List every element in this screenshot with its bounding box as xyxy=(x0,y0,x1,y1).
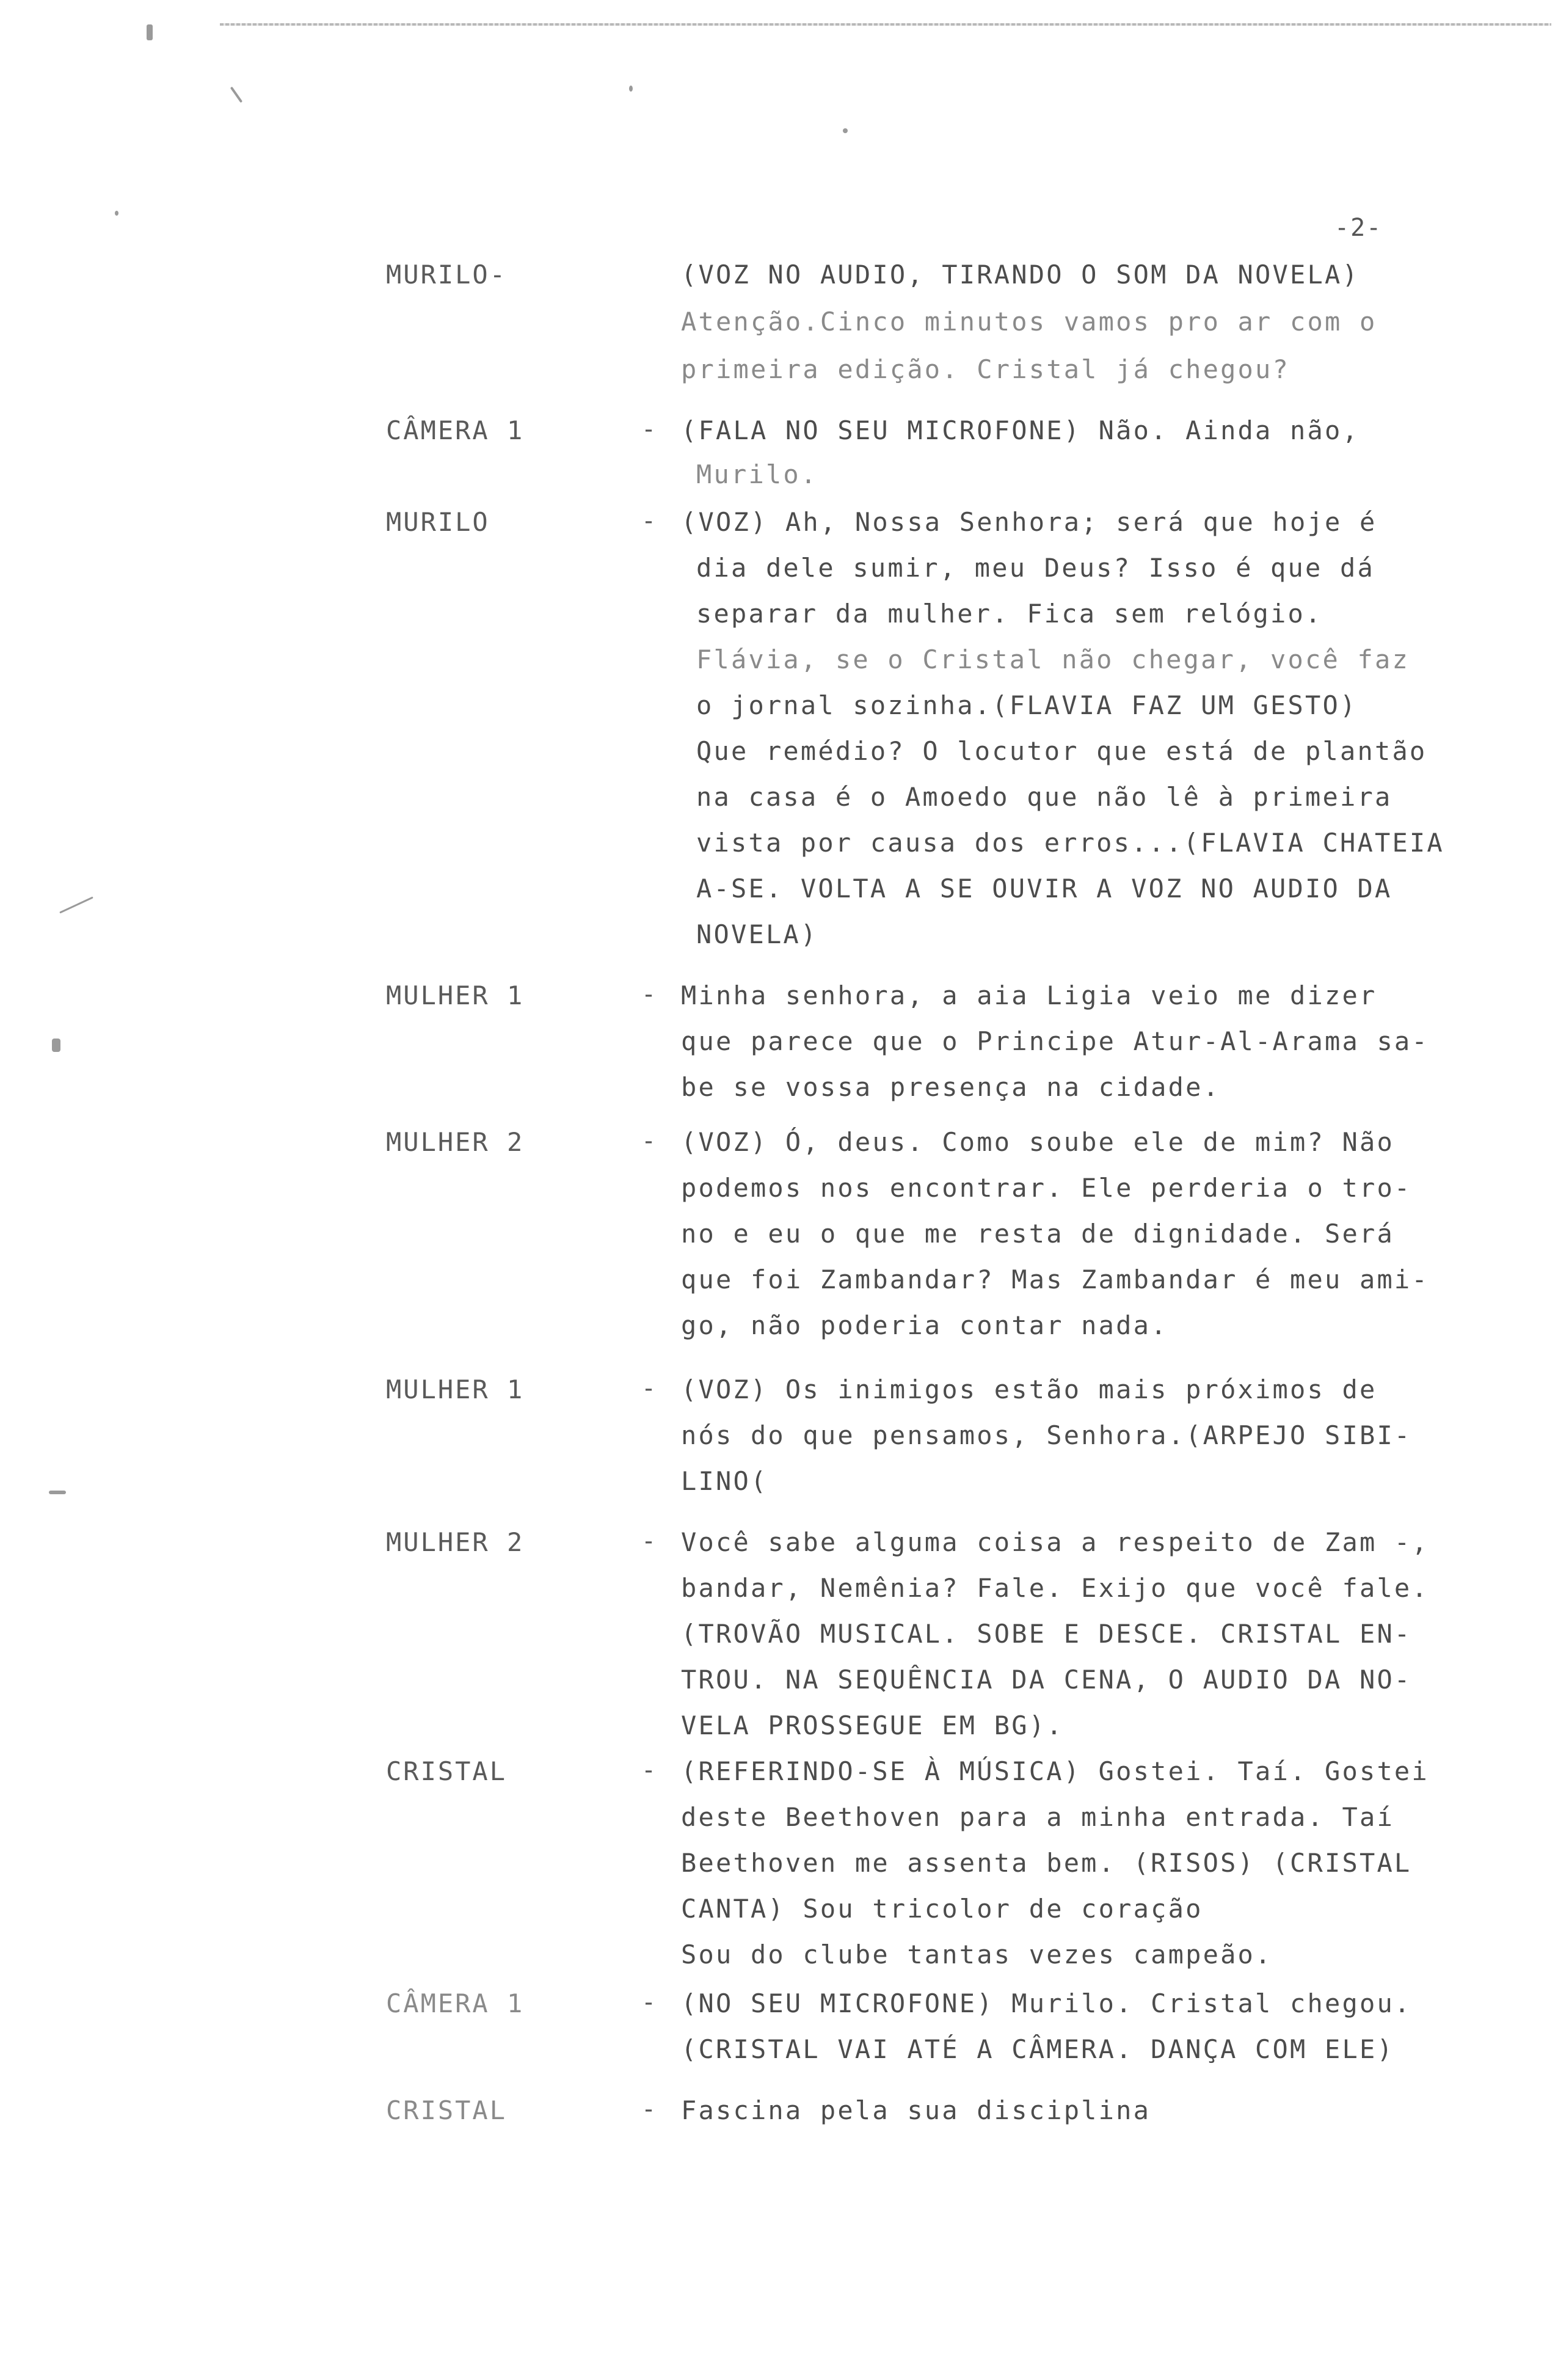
speaker-label: CÂMERA 1 xyxy=(386,1988,525,2018)
dialogue-line: (TROVÃO MUSICAL. SOBE E DESCE. CRISTAL EN- xyxy=(681,1619,1412,1649)
scan-speck xyxy=(49,1491,66,1494)
dialogue-line: Murilo. xyxy=(696,459,818,489)
dialogue-line: Você sabe alguma coisa a respeito de Zam -, xyxy=(681,1527,1429,1557)
dialogue-line: (NO SEU MICROFONE) Murilo. Cristal chegou. xyxy=(681,1988,1412,2018)
scan-speck xyxy=(230,87,242,103)
dialogue-line: Beethoven me assenta bem. (RISOS) (CRISTAL xyxy=(681,1848,1412,1878)
dialogue-line: TROU. NA SEQUÊNCIA DA CENA, O AUDIO DA NO- xyxy=(681,1665,1412,1695)
dialogue-line: Sou do clube tantas vezes campeão. xyxy=(681,1940,1273,1969)
dialogue-line: A-SE. VOLTA A SE OUVIR A VOZ NO AUDIO DA xyxy=(696,874,1392,903)
dialogue-dash: - xyxy=(641,2095,657,2123)
dialogue-line: na casa é o Amoedo que não lê à primeira xyxy=(696,782,1392,812)
dialogue-line: Minha senhora, a aia Ligia veio me dizer xyxy=(681,980,1377,1010)
dialogue-line: go, não poderia contar nada. xyxy=(681,1310,1168,1340)
dialogue-line: CANTA) Sou tricolor de coração xyxy=(681,1894,1203,1924)
dialogue-line: dia dele sumir, meu Deus? Isso é que dá xyxy=(696,553,1375,583)
dialogue-line: (FALA NO SEU MICROFONE) Não. Ainda não, xyxy=(681,415,1360,445)
dialogue-line: (VOZ) Os inimigos estão mais próximos de xyxy=(681,1374,1377,1404)
dialogue-line: no e eu o que me resta de dignidade. Será xyxy=(681,1219,1394,1249)
speaker-label: MURILO- xyxy=(386,260,508,290)
scan-speck xyxy=(52,1039,60,1052)
dialogue-line: be se vossa presença na cidade. xyxy=(681,1072,1221,1102)
dialogue-line: deste Beethoven para a minha entrada. Taí xyxy=(681,1802,1394,1832)
speaker-label: MULHER 1 xyxy=(386,980,525,1010)
dialogue-line: primeira edição. Cristal já chegou? xyxy=(681,354,1290,384)
speaker-label: CRISTAL xyxy=(386,2095,508,2125)
dialogue-line: bandar, Nemênia? Fale. Exijo que você fale. xyxy=(681,1573,1429,1603)
dialogue-dash: - xyxy=(641,1127,657,1155)
page-number: -2- xyxy=(1334,214,1383,242)
dialogue-line: LINO( xyxy=(681,1466,768,1496)
speaker-label: MULHER 2 xyxy=(386,1127,525,1157)
dialogue-dash: - xyxy=(641,980,657,1009)
dialogue-line: nós do que pensamos, Senhora.(ARPEJO SIBI- xyxy=(681,1420,1412,1450)
dialogue-dash: - xyxy=(641,1527,657,1555)
speaker-label: MULHER 1 xyxy=(386,1374,525,1404)
dialogue-line: vista por causa dos erros...(FLAVIA CHATEIA xyxy=(696,828,1444,858)
dialogue-dash: - xyxy=(641,1988,657,2017)
dialogue-line: Flávia, se o Cristal não chegar, você faz xyxy=(696,644,1410,674)
dialogue-line: que parece que o Principe Atur-Al-Arama sa- xyxy=(681,1026,1429,1056)
dialogue-line: podemos nos encontrar. Ele perderia o tro- xyxy=(681,1173,1412,1203)
dialogue-line: Atenção.Cinco minutos vamos pro ar com o xyxy=(681,307,1377,337)
dialogue-line: Que remédio? O locutor que está de plantão xyxy=(696,736,1427,766)
dialogue-dash: - xyxy=(641,1374,657,1403)
speaker-label: CRISTAL xyxy=(386,1756,508,1786)
dialogue-dash: - xyxy=(641,415,657,444)
top-scan-edge xyxy=(220,23,1551,26)
dialogue-line: separar da mulher. Fica sem relógio. xyxy=(696,599,1323,629)
dialogue-line: (VOZ) Ah, Nossa Senhora; será que hoje é xyxy=(681,507,1377,537)
speaker-label: MURILO xyxy=(386,507,490,537)
dialogue-line: (VOZ NO AUDIO, TIRANDO O SOM DA NOVELA) xyxy=(681,260,1360,290)
scan-speck xyxy=(59,896,93,913)
dialogue-line: (CRISTAL VAI ATÉ A CÂMERA. DANÇA COM ELE) xyxy=(681,2034,1394,2064)
speaker-label: CÂMERA 1 xyxy=(386,415,525,445)
speaker-label: MULHER 2 xyxy=(386,1527,525,1557)
dialogue-line: NOVELA) xyxy=(696,919,818,949)
scan-speck xyxy=(115,211,118,216)
scan-speck xyxy=(843,128,848,133)
scan-speck xyxy=(147,24,153,40)
dialogue-line: VELA PROSSEGUE EM BG). xyxy=(681,1710,1064,1740)
dialogue-dash: - xyxy=(641,507,657,535)
dialogue-line: Fascina pela sua disciplina xyxy=(681,2095,1151,2125)
dialogue-dash: - xyxy=(641,1756,657,1784)
dialogue-line: que foi Zambandar? Mas Zambandar é meu ami- xyxy=(681,1265,1429,1294)
dialogue-line: o jornal sozinha.(FLAVIA FAZ UM GESTO) xyxy=(696,690,1358,720)
dialogue-line: (VOZ) Ó, deus. Como soube ele de mim? Não xyxy=(681,1127,1394,1157)
scan-speck xyxy=(629,86,633,92)
dialogue-line: (REFERINDO-SE À MÚSICA) Gostei. Taí. Gostei xyxy=(681,1756,1429,1786)
